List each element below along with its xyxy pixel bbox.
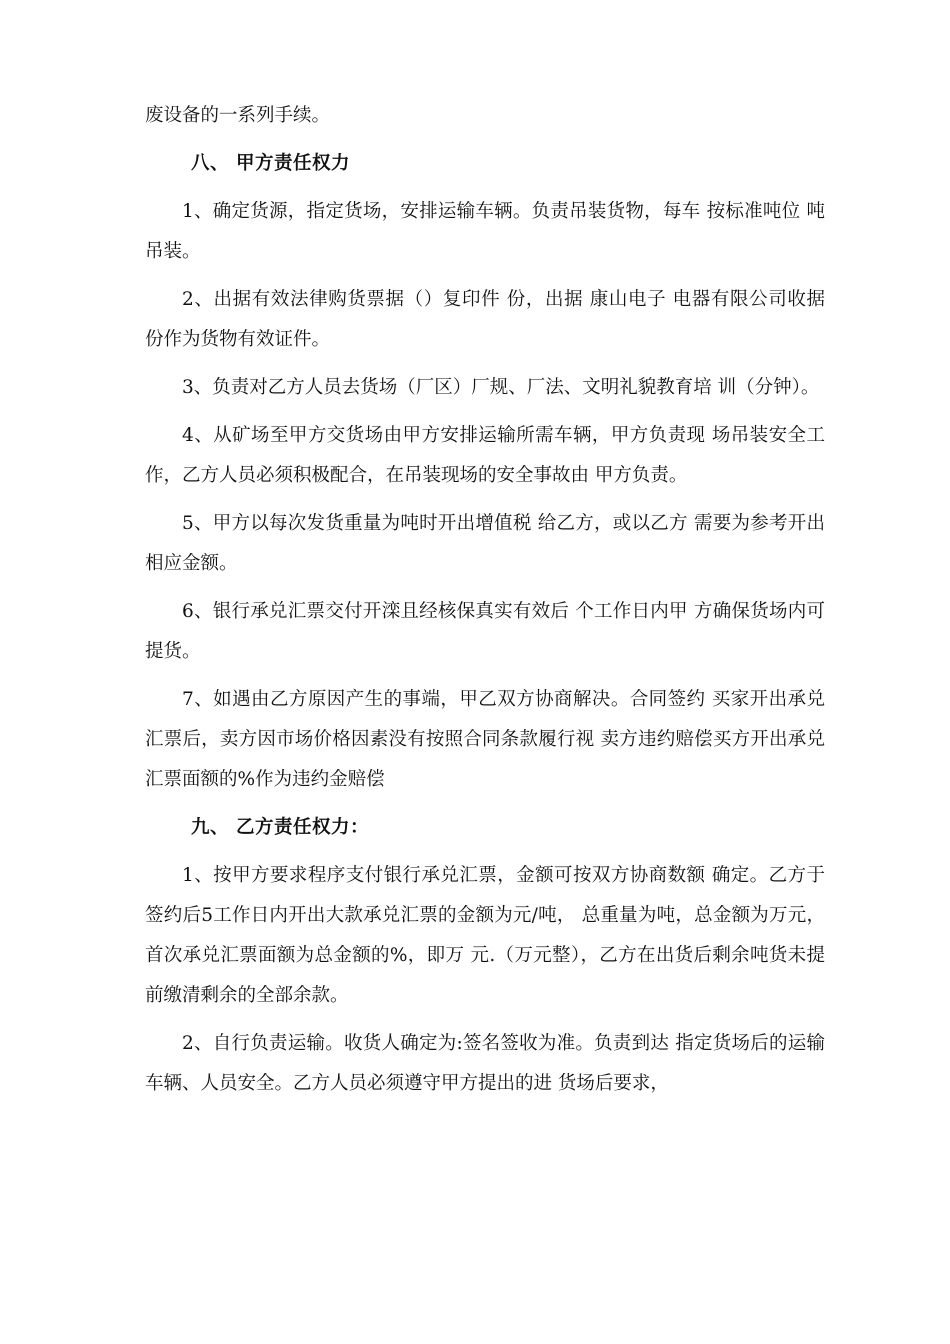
paragraph-8-1: 1、确定货源，指定货场，安排运输车辆。负责吊装货物，每车 按标准吨位 吨吊装。 bbox=[145, 201, 825, 262]
paragraph-8-3: 3、负责对乙方人员去货场（厂区）厂规、厂法、文明礼貌教育培 训（分钟）。 bbox=[182, 377, 820, 398]
section-heading-8: 八、 甲方责任权力 bbox=[191, 153, 350, 174]
document-page bbox=[145, 96, 825, 1112]
paragraph-8-7: 7、如遇由乙方原因产生的事端，甲乙双方协商解决。合同签约 买家开出承兑汇票后，卖方因市场价格因素没有按照合同条款履行视 卖方违约赔偿买方开出承兑汇票面额的%作为违约金赔偿 bbox=[145, 689, 825, 790]
paragraph-8-2: 2、出据有效法律购货票据（）复印件 份，出据 康山电子 电器有限公司收据 份作为货物有效证件。 bbox=[145, 289, 825, 350]
paragraph-continuation: 废设备的一系列手续。 bbox=[145, 105, 331, 126]
section-heading-9: 九、 乙方责任权力： bbox=[191, 817, 369, 838]
paragraph-8-5: 5、甲方以每次发货重量为吨时开出增值税 给乙方，或以乙方 需要为参考开出相应金额。 bbox=[145, 513, 825, 574]
paragraph-8-6: 6、银行承兑汇票交付开滦且经核保真实有效后 个工作日内甲 方确保货场内可提货。 bbox=[145, 601, 825, 662]
paragraph-9-1: 1、按甲方要求程序支付银行承兑汇票，金额可按双方协商数额 确定。乙方于签约后5工作日内开出大款承兑汇票的金额为元/吨， 总重量为吨，总金额为万元，首次承兑汇票面额为总金额的%，即万 元.（万元整），乙方在出货后剩余吨货未提前缴清剩余的全部余款。 bbox=[145, 865, 825, 1006]
paragraph-8-4: 4、从矿场至甲方交货场由甲方安排运输所需车辆，甲方负责现 场吊装安全工作，乙方人员必须积极配合，在吊装现场的安全事故由 甲方负责。 bbox=[145, 425, 825, 486]
paragraph-9-2: 2、自行负责运输。收货人确定为:签名签收为准。负责到达 指定货场后的运输车辆、人员安全。乙方人员必须遵守甲方提出的进 货场后要求， bbox=[145, 1033, 825, 1094]
